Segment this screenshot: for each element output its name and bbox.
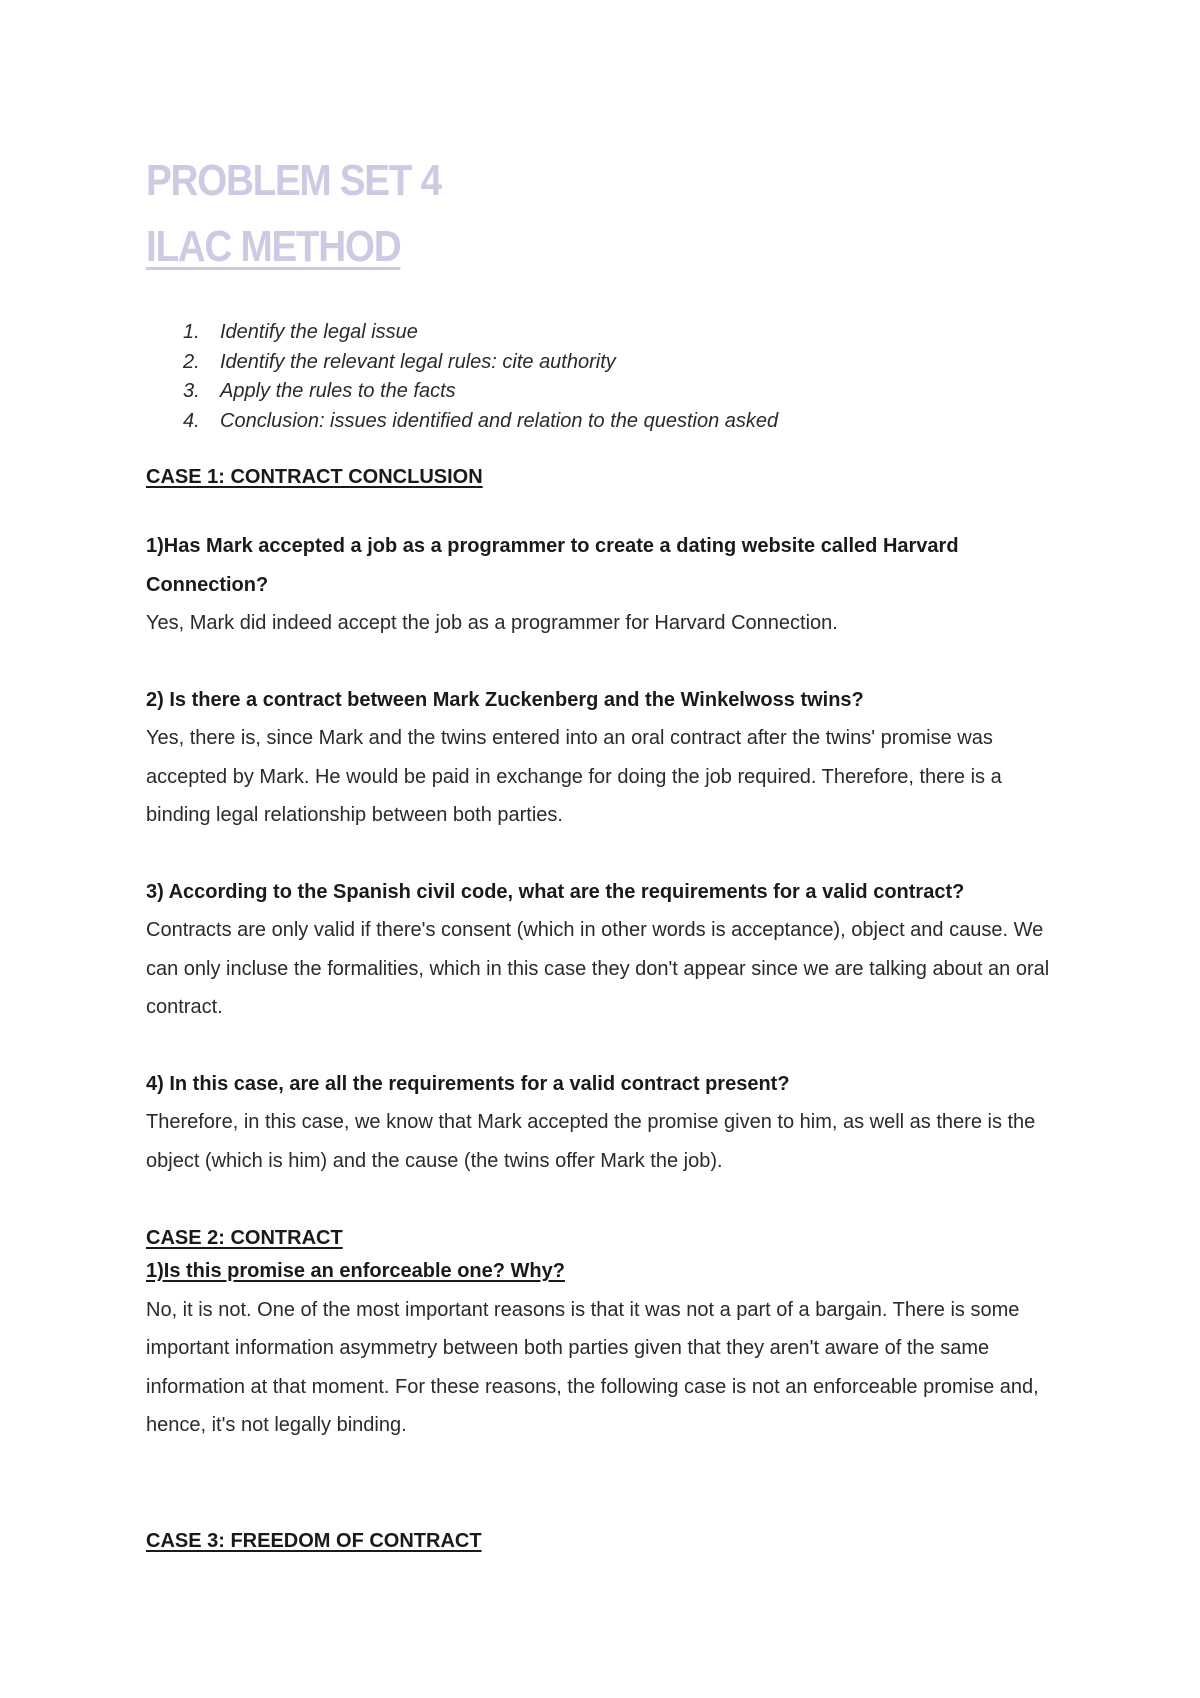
list-item-text: Apply the rules to the facts [220, 380, 456, 402]
case3-heading: CASE 3: FREEDOM OF CONTRACT [146, 1529, 482, 1552]
case2-question-1: 1)Is this promise an enforceable one? Why? [146, 1260, 565, 1282]
case2-heading: CASE 2: CONTRACT [146, 1227, 343, 1249]
case2-answer-1: No, it is not. One of the most important reasons is that it was not a part of a bargain. There is some important information asymmetry between both parties given that they aren't aware of the same information at that moment. For these reasons, the following case is not an enforceable promise and, hence, it's not legally binding. [146, 1298, 1039, 1436]
list-item-number: 1. [183, 321, 200, 343]
list-item-text: Identify the relevant legal rules: cite authority [220, 350, 616, 373]
case1-answer-3: Contracts are only valid if there's consent (which in other words is acceptance), object and cause. We can only incluse the formalities, which in this case they don't appear since we are talking about an oral contract. [146, 919, 1050, 1018]
list-item [146, 377, 1066, 407]
list-item-number: 4. [183, 409, 200, 432]
case1-heading: CASE 1: CONTRACT CONCLUSION [146, 466, 483, 488]
case1-question-4: 4) In this case, are all the requirements for a valid contract present? [146, 1072, 790, 1095]
list-item-number: 3. [183, 380, 200, 402]
case1-question-2: 2) Is there a contract between Mark Zuckenberg and the Winkelwoss twins? [146, 688, 864, 711]
document-title: PROBLEM SET 4 [146, 156, 441, 205]
list-item [146, 348, 1066, 378]
case1-answer-1: Yes, Mark did indeed accept the job as a programmer for Harvard Connection. [146, 612, 838, 634]
document-subtitle: ILAC METHOD [146, 222, 401, 271]
case1-question-3: 3) According to the Spanish civil code, what are the requirements for a valid contract? [146, 880, 965, 903]
ilac-steps-list [146, 318, 1066, 436]
document-page [146, 148, 1066, 1555]
list-item [146, 407, 1066, 437]
case1-answer-2: Yes, there is, since Mark and the twins entered into an oral contract after the twins' promise was accepted by Mark. He would be paid in exchange for doing the job required. Therefore, there is a binding legal relationship between both parties. [146, 727, 1002, 826]
list-item-text: Identify the legal issue [220, 321, 418, 343]
list-item-number: 2. [183, 350, 200, 373]
list-item [146, 318, 1066, 348]
case1-answer-4: Therefore, in this case, we know that Mark accepted the promise given to him, as well as there is the object (which is him) and the cause (the twins offer Mark the job). [146, 1111, 1036, 1172]
list-item-text: Conclusion: issues identified and relation to the question asked [220, 409, 779, 432]
case1-question-1: 1)Has Mark accepted a job as a programmer to create a dating website called Harvard Connection? [146, 535, 959, 596]
